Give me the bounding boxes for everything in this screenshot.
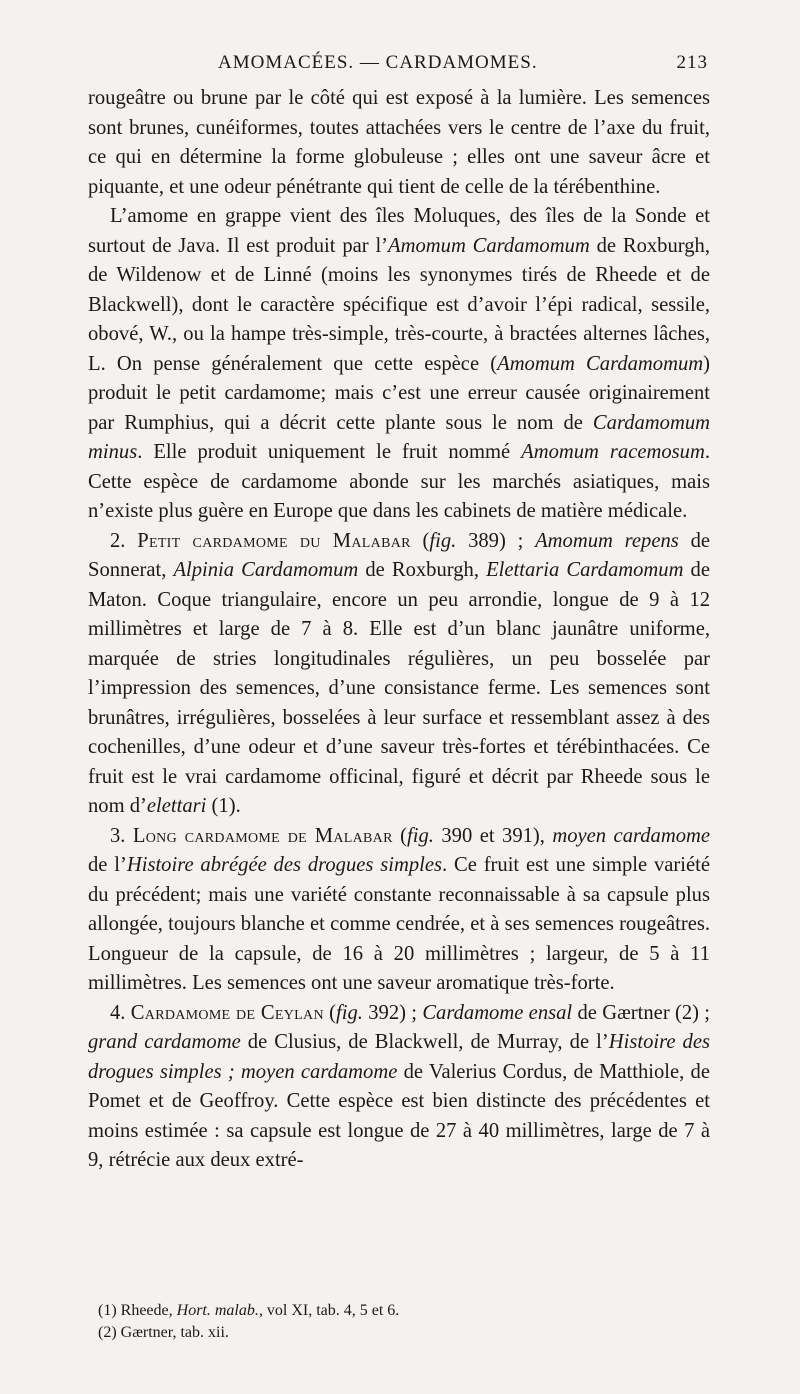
text-run: 392) ; (362, 1001, 423, 1024)
text-run: de Gærtner (2) ; (572, 1001, 711, 1024)
text-run: (1) Rheede, (98, 1302, 177, 1319)
page-number: 213 (676, 52, 708, 73)
text-run: de Maton. Coque triangulaire, encore un peu arrondie, longue de 9 à 12 millimètres et large de 7 à 8. Elle est d’un blanc jaunâtre uniforme, marquée de stries longitudinales régulières, un peu bosselée par l’impression des semences, d’une consistance ferme. Les semences sont brunâtres, irrégulières, bosselées à leur surface et ressemblant assez à des cochenilles, d’une odeur et d’une saveur très-fortes et térébinthacées. Ce fruit est le vrai cardamome officinal, figuré et décrit par Rheede sous le nom d’ (88, 559, 710, 817)
text-run: de Sonnerat, (88, 529, 711, 581)
text-run: de Roxburgh, (358, 559, 487, 581)
text-run: (1). (206, 795, 241, 817)
italic-text: Histoire abrégée des drogues simples (126, 854, 443, 876)
italic-text: elettari (146, 795, 207, 817)
italic-text: moyen cardamome (552, 824, 711, 847)
italic-text: fig. (407, 824, 434, 847)
text-run: 4. (110, 1001, 131, 1024)
text-run: ( (410, 529, 430, 552)
italic-text: Amomum Cardamomum (497, 352, 704, 375)
footnote (98, 1322, 698, 1344)
italic-text: Alpinia Cardamomum (173, 559, 359, 581)
text-run: 2. (110, 529, 138, 552)
italic-text: Cardamome ensal (422, 1001, 573, 1024)
paragraph (88, 202, 710, 527)
text-run: de Valerius Cordus, de Matthiole, de Pomet et de Geoffroy. Cette espèce est bien distincte des précédentes et moins estimée : sa capsule est longue de 27 à 40 millimètres, large de 7 à 9, rétrécie aux deux extré- (88, 1060, 710, 1171)
text-run: de Clusius, de Blackwell, de Murray, de l’ (240, 1031, 609, 1053)
paragraph (88, 822, 710, 999)
paragraph (88, 527, 710, 822)
running-title: AMOMACÉES. — CARDAMOMES. (218, 52, 538, 73)
text-run: rougeâtre ou brune par le côté qui est exposé à la lumière. Les semences sont brunes, cunéiformes, toutes attachées vers le centre de l’axe du fruit, ce qui en détermine la forme globuleuse ; elles ont une saveur âcre et piquante, et une odeur pénétrante qui tient de celle de la térébenthine. (88, 87, 710, 198)
italic-text: fig. (336, 1001, 363, 1024)
text-run: L’amome en grappe vient des îles Moluques, des îles de la Sonde et surtout de Java. Il est produit par l’ (88, 205, 710, 257)
text-run: 389) ; (456, 529, 536, 552)
italic-text: Amomum repens (535, 529, 679, 552)
text-run: ( (323, 1001, 337, 1024)
paragraph (88, 84, 710, 202)
small-caps-heading: Cardamome de Ceylan (130, 1001, 324, 1024)
text-run: de l’ (88, 854, 127, 876)
body-text (88, 84, 710, 1176)
italic-text: fig. (429, 529, 457, 552)
italic-text: Hort. malab. (176, 1302, 259, 1319)
italic-text: Histoire des drogues simples ; moyen cardamome (88, 1031, 710, 1083)
text-run: , vol XI, tab. 4, 5 et 6. (258, 1302, 400, 1319)
text-run: . Cette espèce de cardamome abonde sur les marchés asiatiques, mais n’existe plus guère en Europe que dans les cabinets de matière médicale. (88, 441, 711, 522)
text-run: . Elle produit uniquement le fruit nommé (137, 441, 522, 463)
text-run: ) produit le petit cardamome; mais c’est une erreur causée originairement par Rumphius, qui a décrit cette plante sous le nom de (88, 352, 710, 434)
text-run: 390 et 391), (433, 824, 553, 847)
italic-text: Amomum racemosum (521, 441, 705, 463)
footnote (98, 1300, 698, 1322)
italic-text: Elettaria Cardamomum (486, 559, 684, 581)
italic-text: grand cardamome (88, 1031, 241, 1053)
italic-text: Amomum Cardamomum (388, 234, 590, 257)
text-run: 3. (110, 824, 133, 847)
italic-text: Cardamomum minus (88, 411, 710, 463)
text-run: . Ce fruit est une simple variété du précédent; mais une variété constante reconnaissable à sa capsule plus allongée, toujours blanche et comme cendrée, et à ses semences rougeâtres. Longueur de la capsule, de 16 à 20 millimètres ; largeur, de 5 à 11 millimètres. Les semences ont une saveur aromatique très-forte. (88, 854, 710, 994)
text-run: de Roxburgh, de Wildenow et de Linné (moins les synonymes tirés de Rheede et de Blackwell), dont le caractère spécifique est d’avoir l’épi radical, sessile, obové, W., ou la hampe très-simple, très-courte, à bractées alternes lâches, L. On pense généralement que cette espèce ( (88, 234, 711, 375)
running-header (88, 52, 708, 78)
footnotes (98, 1300, 698, 1344)
paragraph (88, 999, 710, 1176)
text-run: ( (392, 824, 408, 847)
small-caps-heading: Petit cardamome du Malabar (137, 529, 411, 552)
text-run: (2) Gærtner, tab. xii. (98, 1324, 229, 1341)
small-caps-heading: Long cardamome de Malabar (132, 824, 393, 847)
